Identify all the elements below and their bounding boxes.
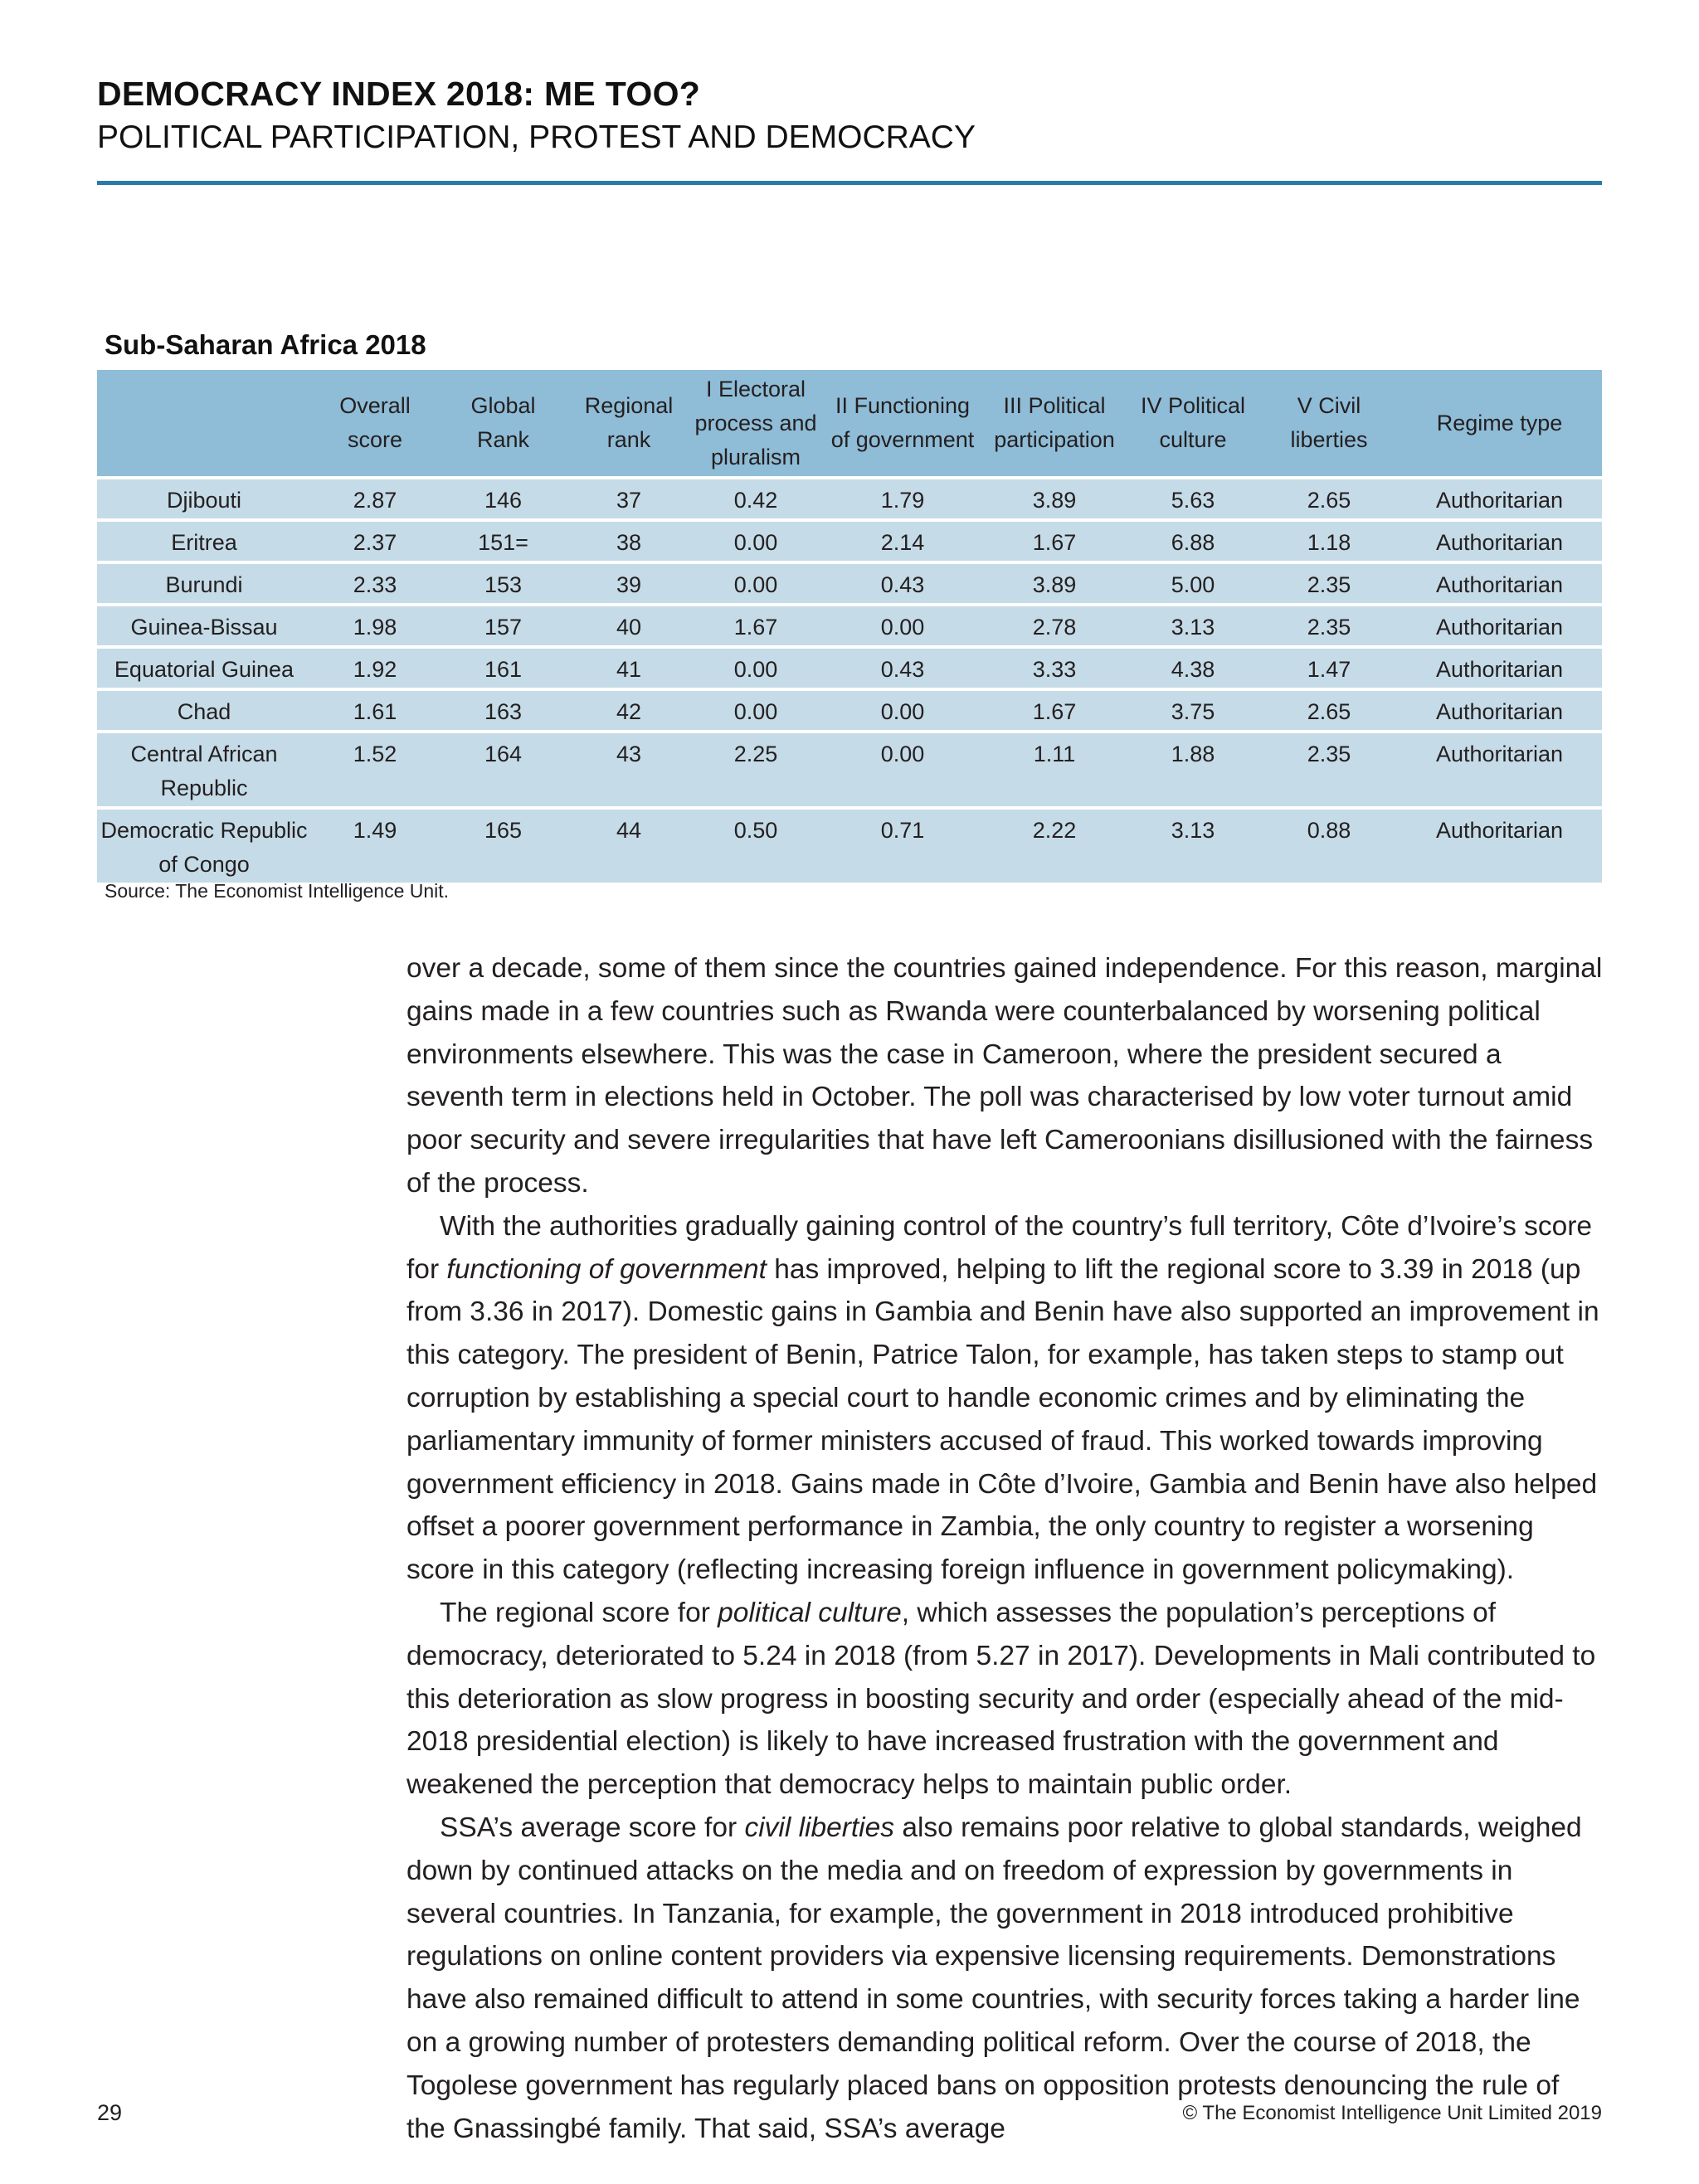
table-header-row [97,370,1602,478]
table-cell: 41 [567,647,690,689]
table-cell: 0.00 [690,562,821,605]
report-title: DEMOCRACY INDEX 2018: ME TOO? [97,75,701,113]
table-cell: 2.65 [1261,689,1397,732]
regime-cell: Authoritarian [1397,732,1602,808]
table-cell: 4.38 [1125,647,1261,689]
table-cell: 1.18 [1261,520,1397,562]
table-cell: 3.13 [1125,605,1261,647]
column-header: Regime type [1436,410,1563,435]
column-header: III Political participation [994,393,1115,452]
table-cell: 5.63 [1125,478,1261,520]
regime-cell: Authoritarian [1397,689,1602,732]
article-body [406,947,1605,2150]
paragraph-text: also remains poor relative to global standards, weighed down by continued attacks on the media and on freedom of expression by governments in several countries. In Tanzania, for example, the government in 2018 introduced prohibitive regulations on online content providers via expensive licensing requirements. Demonstrations have also remained difficult to attend in some countries, with security forces taking a harder line on a growing number of protesters demanding political reform. Over the course of 2018, the Togolese government has regularly placed bans on opposition protests denouncing the rule of the Gnassingbé family. That said, SSA’s average [406,1812,1582,2144]
regime-cell: Authoritarian [1397,562,1602,605]
table-cell: 43 [567,732,690,808]
emphasis-text: political culture [718,1597,902,1628]
table-cell: 1.47 [1261,647,1397,689]
table-cell: 1.98 [311,605,439,647]
table-cell: 0.00 [821,605,984,647]
table-cell: 0.42 [690,478,821,520]
table-cell: 3.13 [1125,808,1261,883]
table-cell: 0.43 [821,562,984,605]
table-cell: 0.50 [690,808,821,883]
column-header: Global Rank [470,393,536,452]
table-cell: 0.43 [821,647,984,689]
emphasis-text: functioning of government [446,1253,767,1285]
table-cell: 3.89 [984,562,1125,605]
table-cell: 0.88 [1261,808,1397,883]
report-subtitle: POLITICAL PARTICIPATION, PROTEST AND DEMOCRACY [97,119,976,155]
table-cell: 0.00 [690,647,821,689]
table-row [97,520,1602,562]
table-cell: 1.11 [984,732,1125,808]
paragraph-text: has improved, helping to lift the regional score to 3.39 in 2018 (up from 3.36 in 2017). Domestic gains in Gambia and Benin have also supported an improvement in this category. The president of Benin, Patrice Talon, for example, has taken steps to stamp out corruption by establishing a special court to handle economic crimes and by eliminating the parliamentary immunity of former ministers accused of fraud. This worked towards improving government efficiency in 2018. Gains made in Côte d’Ivoire, Gambia and Benin have also helped offset a poorer government performance in Zambia, the only country to register a worsening score in this category (reflecting increasing foreign influence in government policymaking). [406,1253,1599,1586]
table-cell: 40 [567,605,690,647]
table-cell: 3.89 [984,478,1125,520]
table-cell: 0.71 [821,808,984,883]
table-cell: 164 [439,732,567,808]
table-cell: 153 [439,562,567,605]
table-cell: 2.35 [1261,562,1397,605]
table-cell: 1.79 [821,478,984,520]
table-cell: 0.00 [690,520,821,562]
paragraph-text: The regional score for [440,1597,718,1628]
column-header: IV Political culture [1140,393,1246,452]
table-cell: 1.61 [311,689,439,732]
table-cell: 2.33 [311,562,439,605]
column-header: Overall score [339,393,411,452]
table-cell: 3.33 [984,647,1125,689]
column-header: II Functioning of government [830,393,975,452]
country-cell: Chad [97,689,311,732]
column-header: I Electoral process and pluralism [694,376,817,469]
table-cell: 161 [439,647,567,689]
table-cell: 39 [567,562,690,605]
table-cell: 1.67 [984,689,1125,732]
table-cell: 2.87 [311,478,439,520]
table-row [97,647,1602,689]
table-cell: 1.52 [311,732,439,808]
table-cell: 38 [567,520,690,562]
table-cell: 2.65 [1261,478,1397,520]
paragraph-text: With the authorities gradually gaining control of the country’s full territory, Côte d’Ivoire’s score for [406,1210,1593,1285]
table-row [97,605,1602,647]
column-header: V Civil liberties [1290,393,1368,452]
country-cell: Central African Republic [97,732,311,808]
paragraph [406,1205,1605,1592]
table-cell: 0.00 [690,689,821,732]
paragraph-text: SSA’s average score for [440,1812,745,1843]
table-cell: 1.67 [984,520,1125,562]
table-row [97,478,1602,520]
country-cell: Burundi [97,562,311,605]
table-cell: 2.37 [311,520,439,562]
table-cell: 6.88 [1125,520,1261,562]
table-cell: 0.00 [821,732,984,808]
table-source-note: Source: The Economist Intelligence Unit. [105,880,450,902]
page-header [97,73,1602,159]
table-cell: 151= [439,520,567,562]
paragraph: over a decade, some of them since the countries gained independence. For this reason, marginal gains made in a few countries such as Rwanda were counterbalanced by worsening political environments elsewhere. This was the case in Cameroon, where the president secured a seventh term in elections held in October. The poll was characterised by low voter turnout amid poor security and severe irregularities that have left Cameroonians disillusioned with the fairness of the process. [406,953,1603,1199]
table-cell: 2.14 [821,520,984,562]
table-cell: 146 [439,478,567,520]
table-cell: 2.35 [1261,732,1397,808]
table-title: Sub-Saharan Africa 2018 [105,329,426,360]
table-row [97,732,1602,808]
regime-cell: Authoritarian [1397,647,1602,689]
column-header: Regional rank [584,393,674,452]
table-row [97,562,1602,605]
country-cell: Guinea-Bissau [97,605,311,647]
table-cell: 2.78 [984,605,1125,647]
table-cell: 3.75 [1125,689,1261,732]
header-divider [97,181,1602,185]
paragraph [406,1807,1605,2150]
democracy-index-table [97,370,1602,883]
table-cell: 44 [567,808,690,883]
country-cell: Eritrea [97,520,311,562]
regime-cell: Authoritarian [1397,520,1602,562]
table-cell: 1.49 [311,808,439,883]
paragraph [406,1592,1605,1807]
table-cell: 1.67 [690,605,821,647]
column-header [97,370,311,478]
table-row [97,689,1602,732]
country-cell: Equatorial Guinea [97,647,311,689]
table-cell: 2.35 [1261,605,1397,647]
table-cell: 2.25 [690,732,821,808]
table-cell: 1.92 [311,647,439,689]
table-cell: 157 [439,605,567,647]
regime-cell: Authoritarian [1397,808,1602,883]
page-number: 29 [97,2100,123,2125]
copyright-notice: © The Economist Intelligence Unit Limited 2019 [1182,2102,1602,2124]
regime-cell: Authoritarian [1397,478,1602,520]
table-cell: 1.88 [1125,732,1261,808]
emphasis-text: civil liberties [744,1812,895,1843]
table-row [97,808,1602,883]
country-cell: Djibouti [97,478,311,520]
table-cell: 42 [567,689,690,732]
table-cell: 2.22 [984,808,1125,883]
country-cell: Democratic Republic of Congo [97,808,311,883]
table-cell: 0.00 [821,689,984,732]
table-cell: 165 [439,808,567,883]
regime-cell: Authoritarian [1397,605,1602,647]
table-cell: 37 [567,478,690,520]
table-cell: 5.00 [1125,562,1261,605]
paragraph-text: , which assesses the population’s perceptions of democracy, deteriorated to 5.24 in 2018 (from 5.27 in 2017). Developments in Mali contributed to this deterioration as slow progress in boosting security and order (especially ahead of the mid-2018 presidential election) is likely to have increased frustration with the government and weakened the perception that democracy helps to maintain public order. [406,1597,1596,1801]
table-cell: 163 [439,689,567,732]
